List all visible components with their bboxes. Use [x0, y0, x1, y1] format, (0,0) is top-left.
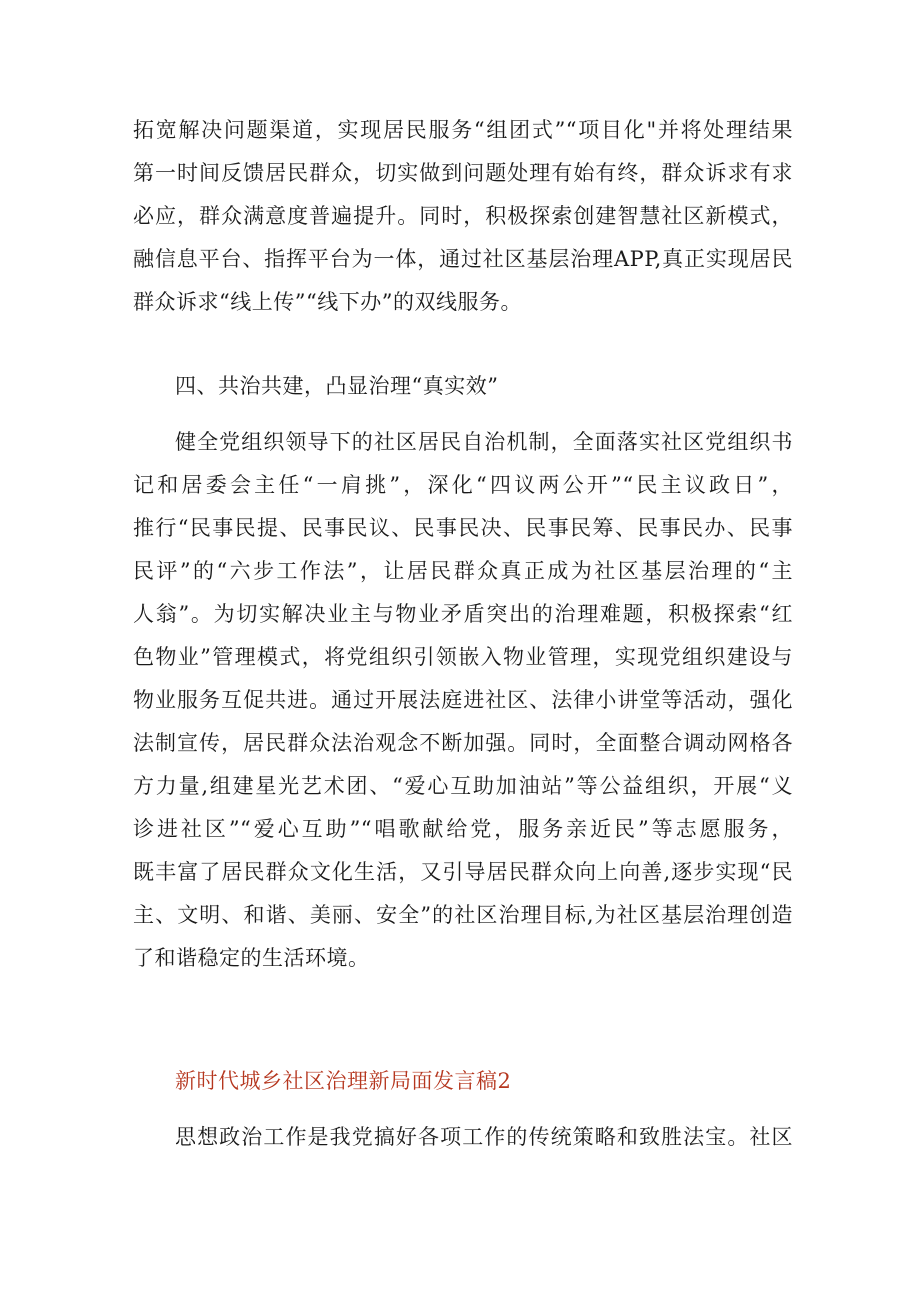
text-line: 拓宽解决问题渠道，实现居民服务“组团式”“项目化"并将处理结果 [133, 118, 793, 142]
text-line: 推行“民事民提、民事民议、民事民决、民事民筹、民事民办、民事 [133, 516, 793, 540]
text-line: 了和谐稳定的生活环境。 [133, 946, 370, 970]
text-line: 方力量,组建星光艺术团、“爱心互助加油站”等公益组织，开展“义 [133, 774, 793, 798]
text-line: 融信息平台、指挥平台为一体，通过社区基层治理APP,真正实现居民 [133, 247, 793, 271]
text-line: 民评”的“六步工作法”，让居民群众真正成为社区基层治理的“主 [133, 559, 793, 583]
text-line: 思想政治工作是我党搞好各项工作的传统策略和致胜法宝。社区 [175, 1125, 793, 1149]
text-line: 群众诉求“线上传”“线下办”的双线服务。 [133, 290, 522, 314]
paragraph-1 [133, 109, 793, 324]
text-line: 人翁”。为切实解决业主与物业矛盾突出的治理难题，积极探索“红 [133, 602, 793, 626]
text-line: 记和居委会主任“一肩挑”，深化“四议两公开”“民主议政日”， [133, 473, 793, 497]
paragraph-3 [133, 1116, 793, 1159]
text-line: 既丰富了居民群众文化生活，又引导居民群众向上向善,逐步实现“民 [133, 860, 793, 884]
text-line: 主、文明、和谐、美丽、安全”的社区治理目标,为社区基层治理创造 [133, 903, 793, 927]
text-line: 色物业”管理模式，将党组织引领嵌入物业管理，实现党组织建设与 [133, 645, 793, 669]
article-title: 新时代城乡社区治理新局面发言稿2 [175, 1069, 512, 1093]
text-line: 第一时间反馈居民群众，切实做到问题处理有始有终，群众诉求有求 [133, 161, 793, 185]
text-line: 法制宣传，居民群众法治观念不断加强。同时，全面整合调动网格各 [133, 731, 793, 755]
paragraph-2 [133, 421, 793, 980]
text-line: 物业服务互促共进。通过开展法庭进社区、法律小讲堂等活动，强化 [133, 688, 793, 712]
text-line: 必应，群众满意度普遍提升。同时，积极探索创建智慧社区新模式， [133, 204, 793, 228]
text-line: 健全党组织领导下的社区居民自治机制，全面落实社区党组织书 [175, 430, 793, 454]
text-line: 诊进社区”“爱心互助”“唱歌献给党，服务亲近民”等志愿服务， [133, 817, 793, 841]
section-heading: 四、共治共建，凸显治理“真实效” [175, 374, 499, 398]
